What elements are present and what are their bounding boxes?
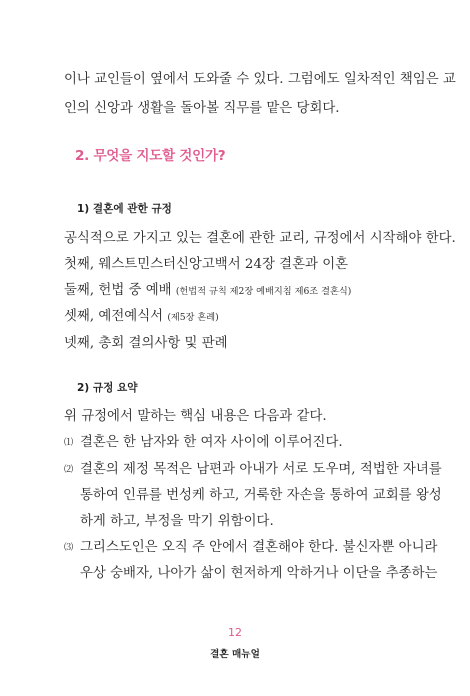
point-line: 결혼은 한 남자와 한 여자 사이에 이루어진다. [80,435,343,450]
running-footer-title: 결혼 매뉴얼 [210,649,260,660]
point-marker: ⑶ [64,542,74,553]
list-item-main: 넷째, 총회 결의사항 및 판례 [64,336,228,351]
list-item [64,284,351,297]
point-marker: ⑴ [64,437,74,448]
body-line: 인의 신앙과 생활을 돌아볼 직무를 맡은 당회다. [64,101,340,116]
subsection-heading: 2) 규정 요약 [77,382,138,394]
point-line: 통하여 인류를 번성케 하고, 거룩한 자손을 통하여 교회를 왕성 [80,488,442,503]
list-item [64,337,228,350]
point-line: 그리스도인은 오직 주 안에서 결혼해야 한다. 불신자뿐 아니라 [80,540,438,555]
list-item [64,310,219,323]
point-line: 결혼의 제정 목적은 남편과 아내가 서로 도우며, 적법한 자녀를 [80,462,442,477]
body-line: 공식적으로 가지고 있는 결혼에 관한 교리, 규정에서 시작해야 한다. [64,231,456,246]
list-item-main: 셋째, 예전예식서 [64,309,164,324]
page-number: 12 [228,626,242,639]
list-item-note: (헌법적 규칙 제2장 예배지침 제6조 결혼식) [175,286,352,297]
point-line: 우상 숭배자, 나아가 삶이 현저하게 악하거나 이단을 추종하는 [80,566,438,581]
list-item-main: 둘째, 헌법 중 예배 [64,283,172,298]
list-item-note: (제5장 혼례) [167,312,219,323]
list-item-main: 첫째, 웨스트민스터신앙고백서 24장 결혼과 이혼 [64,257,349,272]
subsection-heading: 1) 결혼에 관한 규정 [77,203,172,215]
body-line: 이나 교인들이 옆에서 도와줄 수 있다. 그럼에도 일차적인 책임은 교 [64,72,456,87]
list-item [64,258,348,271]
point-marker: ⑵ [64,464,74,475]
point-line: 하게 하고, 부정을 막기 위함이다. [80,514,274,529]
section-heading: 2. 무엇을 지도할 것인가? [75,148,226,164]
body-line: 위 규정에서 말하는 핵심 내용은 다음과 같다. [64,409,327,424]
